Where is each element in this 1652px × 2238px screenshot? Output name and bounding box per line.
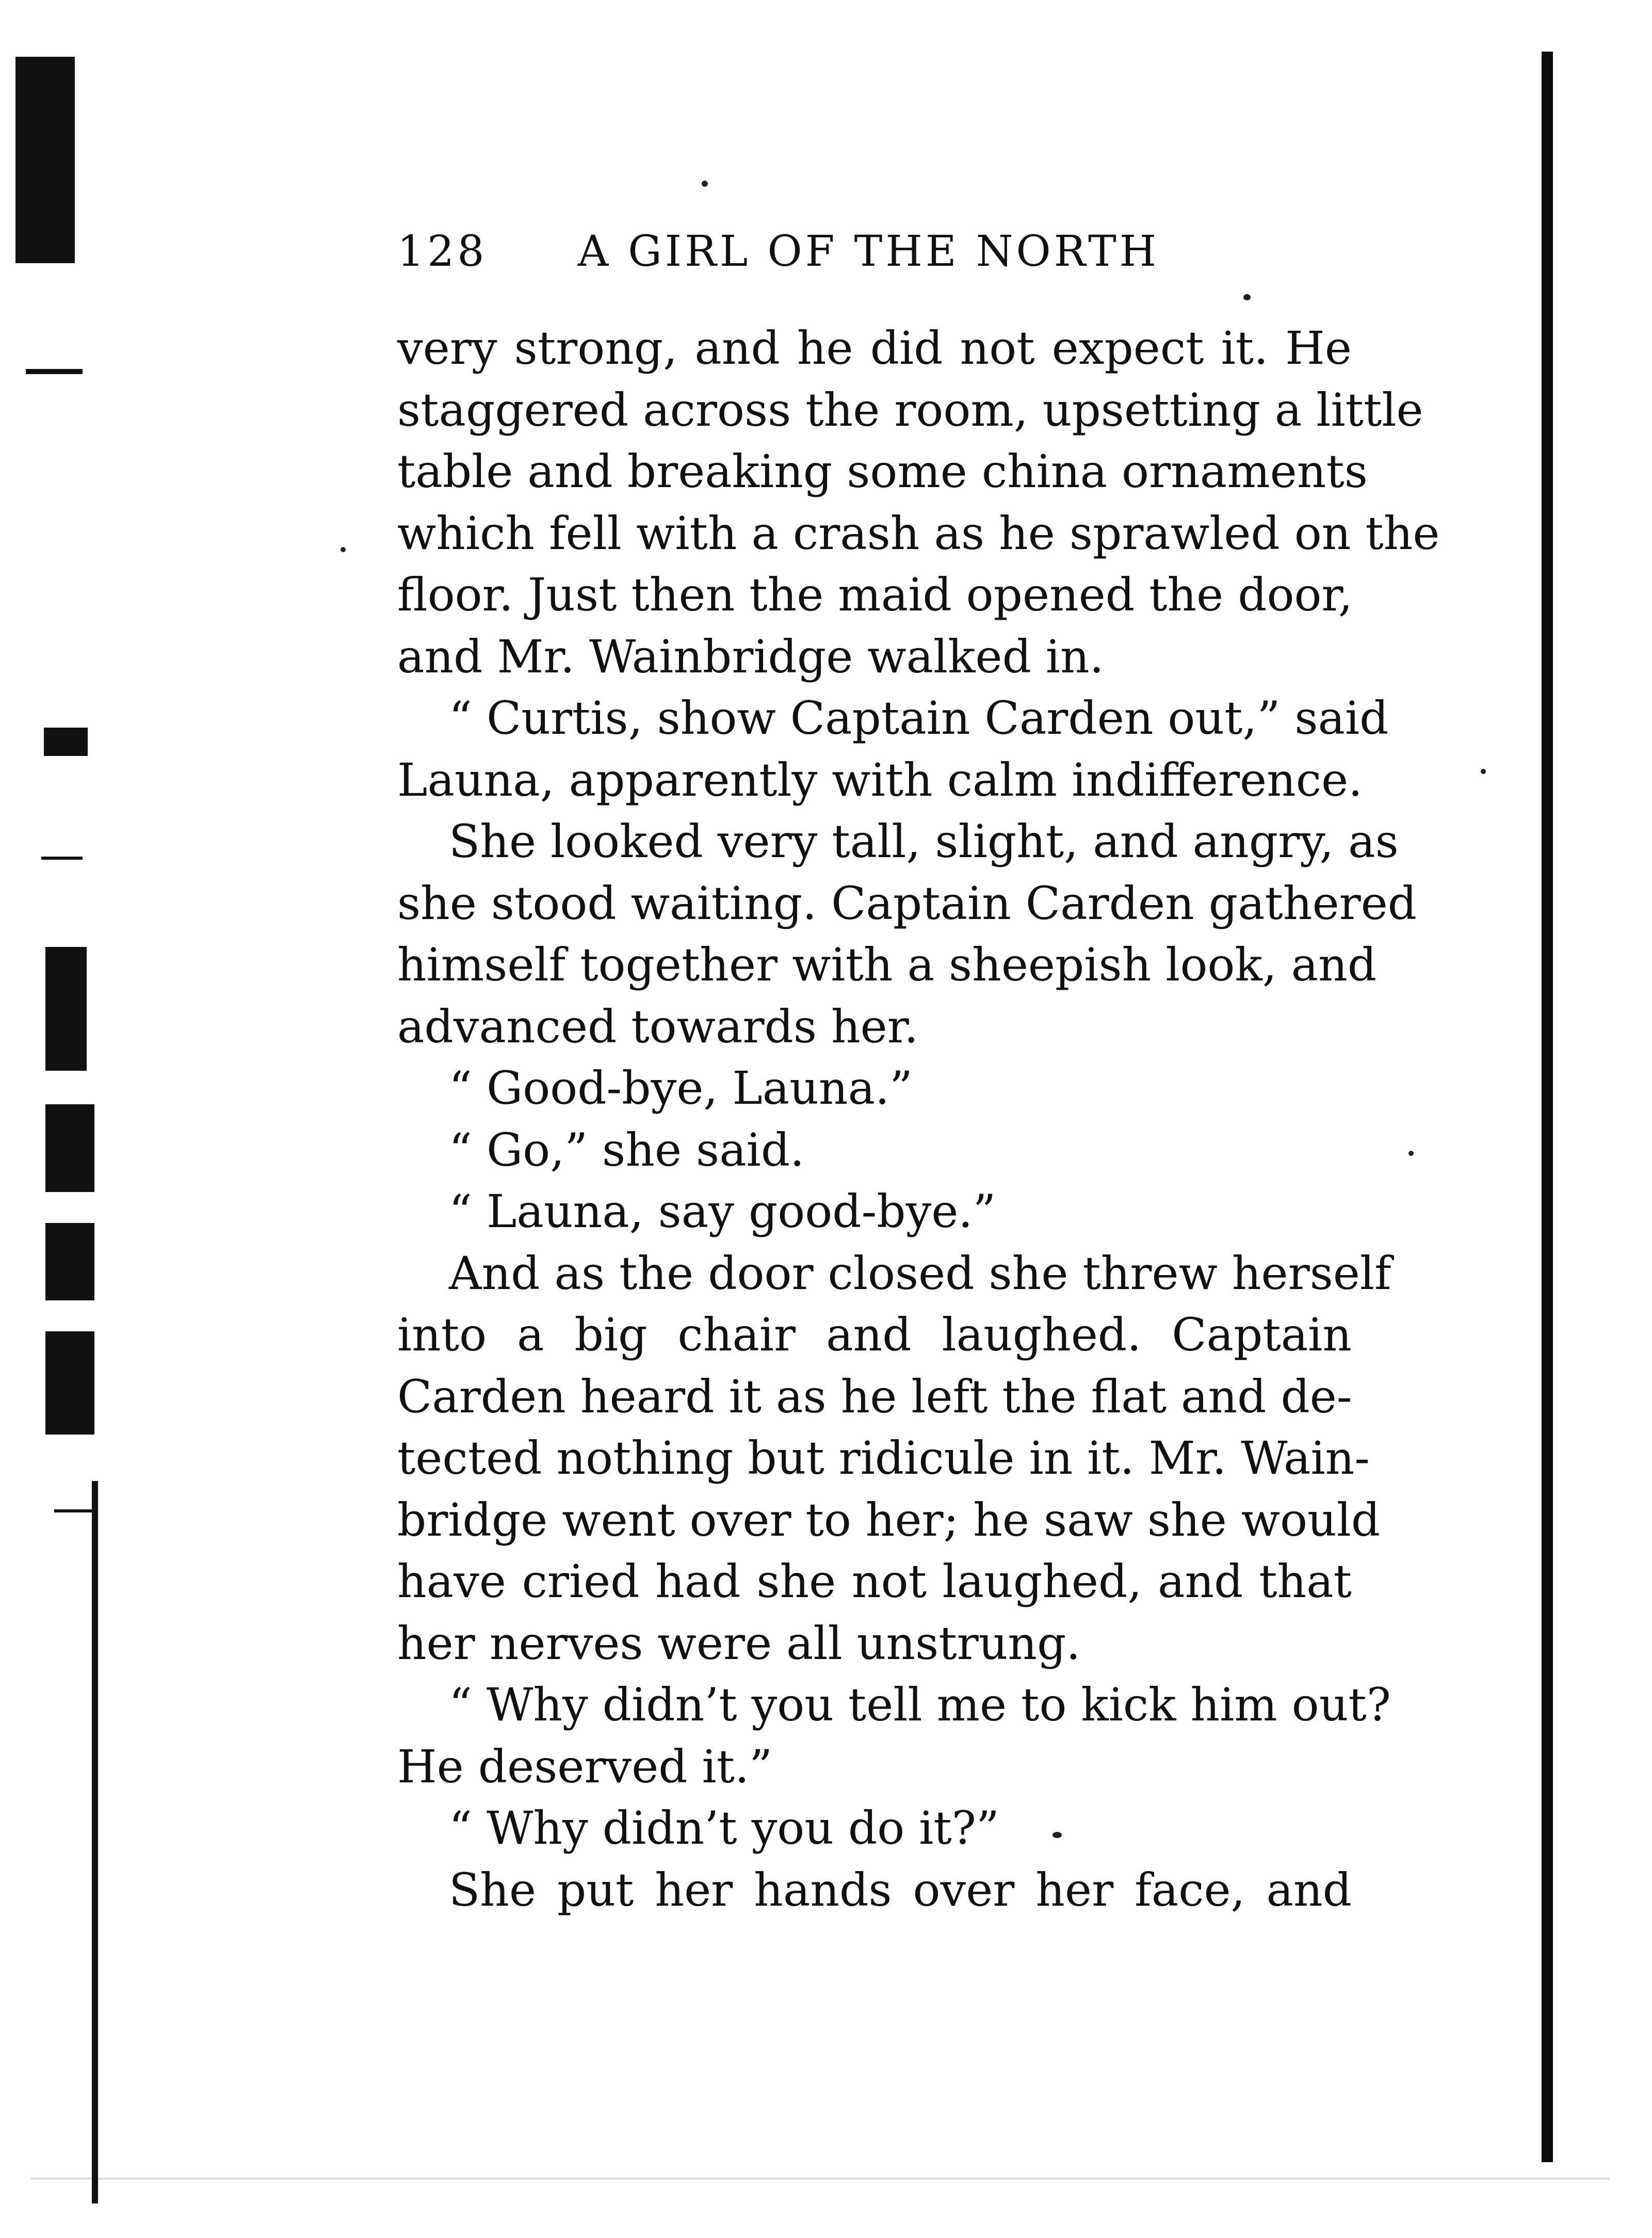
text-line: Carden heard it as he left the flat and de- <box>397 1370 1352 1423</box>
scan-edge-rule <box>1542 52 1553 2162</box>
text-line: “ Why didn’t you tell me to kick him out? <box>449 1678 1391 1731</box>
text-line: bridge went over to her; he saw she would <box>397 1493 1381 1547</box>
text-line: have cried had she not laughed, and that <box>397 1555 1352 1608</box>
text-line: table and breaking some china ornaments <box>397 445 1368 498</box>
text-line: And as the door closed she threw herself <box>449 1246 1391 1300</box>
scan-mark <box>45 947 87 1071</box>
text-line: tected nothing but ridicule in it. Mr. Wain- <box>397 1431 1370 1485</box>
text-line: her nerves were all unstrung. <box>397 1616 1081 1670</box>
scan-mark <box>15 57 75 263</box>
text-line: “ Curtis, show Captain Carden out,” said <box>449 691 1389 745</box>
scan-speck <box>341 547 346 552</box>
text-line: advanced towards her. <box>397 1000 919 1053</box>
text-line: and Mr. Wainbridge walked in. <box>397 630 1104 683</box>
scan-mark <box>45 1223 94 1300</box>
page-number: 128 <box>397 227 488 276</box>
text-line: “ Why didn’t you do it?” <box>449 1801 999 1855</box>
scan-mark <box>45 1331 94 1435</box>
text-line: which fell with a crash as he sprawled on the <box>397 506 1440 560</box>
scan-mark <box>31 2178 1610 2180</box>
text-line: himself together with a sheepish look, and <box>397 938 1377 991</box>
scan-mark <box>92 1481 98 2203</box>
scan-speck <box>1481 769 1486 774</box>
scan-mark <box>45 1104 94 1192</box>
scan-speck <box>1243 294 1251 300</box>
scan-mark <box>26 369 83 374</box>
text-line: She put her hands over her face, and <box>449 1863 1352 1917</box>
text-line: floor. Just then the maid opened the door, <box>397 568 1353 621</box>
running-title: A GIRL OF THE NORTH <box>578 227 1160 276</box>
scan-mark <box>54 1509 93 1512</box>
scan-mark <box>41 857 83 860</box>
text-line: “ Launa, say good-bye.” <box>449 1185 996 1238</box>
text-line: staggered across the room, upsetting a little <box>397 383 1423 437</box>
text-line: She looked very tall, slight, and angry, as <box>449 815 1399 868</box>
text-line: “ Go,” she said. <box>449 1123 805 1177</box>
text-line: He deserved it.” <box>397 1740 773 1793</box>
text-line: into a big chair and laughed. Captain <box>397 1308 1352 1361</box>
text-line: Launa, apparently with calm indifference. <box>397 753 1363 807</box>
text-line: very strong, and he did not expect it. He <box>397 321 1352 375</box>
scan-speck <box>702 181 708 187</box>
scan-mark <box>44 728 88 756</box>
page-body-text <box>397 317 1440 1921</box>
text-line: she stood waiting. Captain Carden gathered <box>397 876 1417 930</box>
scan-speck <box>1408 1151 1414 1156</box>
text-line: “ Good-bye, Launa.” <box>449 1061 913 1115</box>
